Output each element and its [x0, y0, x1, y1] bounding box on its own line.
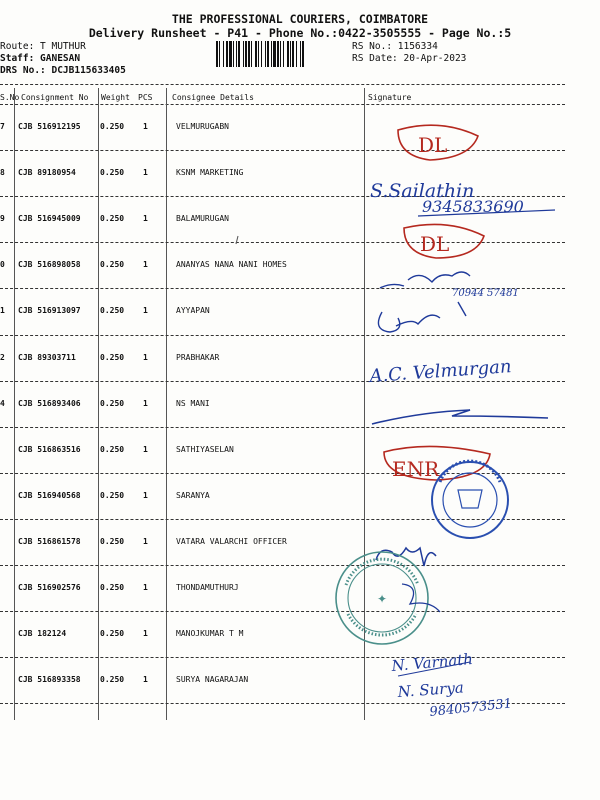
row-consignee: NS MANI [176, 398, 210, 408]
staff-label: Staff: GANESAN [0, 53, 81, 64]
vatara-signature [376, 548, 436, 566]
row-separator [0, 703, 565, 704]
row-separator [0, 519, 565, 520]
row-separator [0, 381, 565, 382]
barcode-image [216, 41, 342, 67]
rs-date: RS Date: 20-Apr-2023 [352, 53, 467, 64]
col-header-consignee: Consignee Details [172, 93, 254, 102]
row-pcs: 1 [143, 168, 148, 178]
row-sno: 1 [0, 306, 5, 316]
row-consignee: SURYA NAGARAJAN [176, 675, 249, 685]
row-consignment: CJB 516898058 [18, 260, 81, 270]
row-consignee: BALAMURUGAN [176, 214, 229, 224]
manoj-signature: N. Varnath [390, 649, 474, 675]
row-consignee: ANANYAS NANA NANI HOMES [176, 260, 287, 270]
svg-text:✦: ✦ [377, 592, 388, 606]
drs-number: DRS No.: DCJB115633405 [0, 65, 126, 76]
surya-signature-phone: 9840573531 [428, 696, 513, 720]
row-consignee: VELMURUGABN [176, 122, 229, 131]
col-divider [166, 88, 167, 720]
row-weight: 0.250 [100, 214, 125, 224]
row-consignee: VATARA VALARCHI OFFICER [176, 536, 287, 546]
table-top-rule [0, 84, 565, 85]
row-consignee: AYYAPAN [176, 306, 210, 316]
row-sno: 0 [0, 260, 5, 270]
row-pcs: 1 [143, 214, 148, 224]
surya-signature-name: N. Surya [397, 678, 465, 701]
col-header-weight: Weight [101, 93, 130, 102]
row-consignment: CJB 516912195 [18, 122, 81, 131]
row-consignee: SARANYA [176, 490, 210, 500]
row-separator [0, 657, 565, 658]
row-consignment: CJB 89180954 [18, 168, 76, 178]
row-sno: 2 [0, 352, 5, 362]
row-pcs: 1 [143, 260, 148, 270]
row-separator [0, 565, 565, 566]
dl-text-2: DL [420, 232, 450, 256]
row-weight: 0.250 [100, 490, 125, 500]
ananyas-note: 70944 57481 [452, 288, 519, 299]
row-weight: 0.250 [100, 260, 125, 270]
row-consignment: CJB 516902576 [18, 583, 81, 592]
row-consignee: PRABHAKAR [176, 352, 220, 362]
row-pcs: 1 [143, 444, 148, 454]
header-bottom-rule [0, 104, 565, 105]
row-weight: 0.250 [100, 536, 125, 546]
row-consignment: CJB 516913097 [18, 306, 81, 316]
row-consignment: CJB 89303711 [18, 352, 76, 362]
row-consignment: CJB 516945009 [18, 214, 81, 224]
row-consignment: CJB 516940568 [18, 490, 81, 500]
row-separator [0, 611, 565, 612]
row-weight: 0.250 [100, 352, 125, 362]
row-weight: 0.250 [100, 398, 125, 408]
thondamuthur-signature [402, 584, 440, 612]
row-consignment: CJB 516893358 [18, 675, 81, 685]
row-sno: 4 [0, 398, 5, 408]
row-pcs: 1 [143, 490, 148, 500]
row-consignee: MANOJKUMAR T M [176, 629, 244, 639]
row-sno: 7 [0, 122, 5, 131]
row-separator [0, 427, 565, 428]
row-weight: 0.250 [100, 168, 125, 178]
row-separator [0, 196, 565, 197]
row-pcs: 1 [143, 675, 148, 685]
col-divider [14, 88, 15, 720]
dl-mark-2 [404, 224, 484, 258]
row-weight: 0.250 [100, 122, 125, 131]
ayyapan-signature [378, 302, 466, 332]
ananyas-signature [380, 272, 470, 288]
runsheet-subtitle: Delivery Runsheet - P41 - Phone No.:0422-3505555 - Page No.:5 [88, 26, 512, 40]
row-consignee: KSNM MARKETING [176, 168, 244, 178]
row-consignment: CJB 516863516 [18, 444, 81, 454]
enr-mark [384, 446, 490, 481]
row-separator [0, 288, 565, 289]
row-pcs: 1 [143, 306, 148, 316]
row-pcs: 1 [143, 398, 148, 408]
row-pcs: 1 [143, 583, 148, 592]
col-header-pcs: PCS [138, 93, 153, 102]
row-weight: 0.250 [100, 629, 125, 639]
col-header-sno: S.No [0, 93, 20, 102]
row-pcs: 1 [143, 629, 148, 639]
row-pcs: 1 [143, 352, 148, 362]
dl-mark-1 [398, 125, 478, 160]
row-separator [0, 242, 565, 243]
row-pcs: 1 [143, 122, 148, 131]
row-weight: 0.250 [100, 306, 125, 316]
row-consignee: THONDAMUTHURJ [176, 583, 239, 592]
row-sno: 8 [0, 168, 5, 178]
row-consignee: SATHIYASELAN [176, 444, 234, 454]
col-divider [364, 88, 365, 720]
row-sno: 9 [0, 214, 5, 224]
row-separator [0, 473, 565, 474]
row-consignment: CJB 182124 [18, 629, 67, 639]
ksnm-signature-phone: 9345833690 [422, 197, 524, 216]
col-header-consignment: Consignment No [21, 93, 89, 102]
prabhakar-signature: A.C. Velmurgan [368, 356, 513, 387]
row-pcs: 1 [143, 536, 148, 546]
row-separator [0, 335, 565, 336]
manoj-underline [398, 662, 470, 676]
row-consignment: CJB 516861578 [18, 536, 81, 546]
row-weight: 0.250 [100, 583, 125, 592]
row-separator [0, 150, 565, 151]
row-weight: 0.250 [100, 675, 125, 685]
dl-text-1: DL [418, 133, 448, 157]
enr-text: ENR [392, 457, 440, 481]
row-consignment: CJB 516893406 [18, 398, 81, 408]
col-divider [98, 88, 99, 720]
rs-number: RS No.: 1156334 [352, 41, 438, 52]
ns-mani-signature [372, 410, 548, 424]
row-weight: 0.250 [100, 444, 125, 454]
ksnm-signature-name: S.Sailathin [370, 180, 475, 202]
ksnm-underline [418, 210, 555, 216]
route-label: Route: T MUTHUR [0, 41, 86, 52]
company-title: THE PROFESSIONAL COURIERS, COIMBATORE [171, 12, 429, 26]
col-header-signature: Signature [368, 93, 412, 102]
